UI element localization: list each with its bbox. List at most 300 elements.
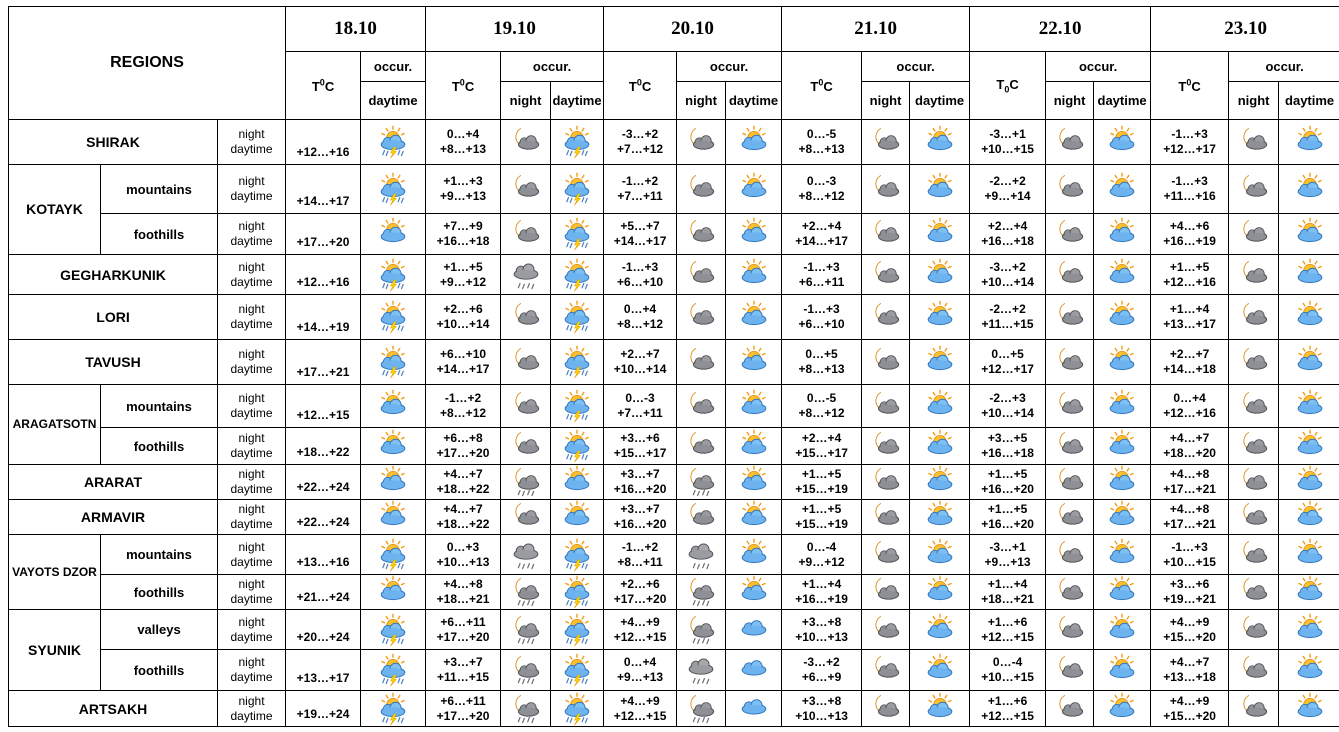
day-temperature: +14…+18 (1163, 362, 1216, 376)
temperature-cell (970, 610, 1046, 650)
weather-icon-cell (1279, 575, 1339, 610)
night-temperature: +6…+11 (440, 693, 486, 708)
sun-cloud-icon (923, 613, 957, 647)
temperature-cell (1151, 165, 1229, 214)
weather-icon-cell (501, 165, 551, 214)
temperature-cell (426, 500, 501, 535)
moon-cloud-icon (869, 172, 903, 206)
night-temperature: +7…+9 (443, 219, 483, 233)
sun-cloud-icon (923, 217, 957, 251)
weather-icon-cell (726, 465, 782, 500)
daytime-label: daytime (230, 482, 273, 496)
weather-icon-cell (1229, 385, 1279, 428)
weather-icon-cell (1229, 295, 1279, 340)
weather-icon-cell (677, 650, 726, 691)
weather-icon-cell (862, 165, 910, 214)
weather-icon-cell (726, 535, 782, 575)
moon-cloud-icon (1237, 172, 1271, 206)
day-temperature: +6…+10 (617, 274, 664, 289)
night-temperature: +4…+8 (443, 577, 483, 591)
daytime-label: daytime (230, 317, 273, 331)
temperature-cell (970, 575, 1046, 610)
temperature-cell (604, 650, 677, 691)
night-temperature: -1…+2 (621, 539, 659, 554)
sun-cloud-icon (1105, 300, 1139, 334)
moon-cloud-icon (869, 575, 903, 609)
day-temperature: +17…+20 (436, 629, 490, 644)
night-temperature: +1…+4 (801, 577, 842, 591)
weather-icon-cell (1094, 575, 1151, 610)
day-temperature: +8…+13 (798, 142, 845, 156)
moon-cloud-icon (869, 429, 903, 463)
day-temperature: +17…+20 (613, 592, 667, 606)
night-temperature: +4…+8 (1169, 467, 1210, 481)
region-name: ARAGATSOTN (9, 385, 101, 465)
table-row (9, 214, 1339, 255)
sun-cloud-icon (1293, 653, 1327, 687)
day-temperature: +8…+12 (617, 317, 664, 331)
weather-icon-cell (361, 340, 426, 385)
temperature-cell (604, 214, 677, 255)
temperature-cell (782, 385, 862, 428)
sun-cloud-icon (1293, 429, 1327, 463)
sun-thunder-rain-icon (376, 653, 410, 687)
sun-cloud-icon (923, 653, 957, 687)
daytime-header: daytime (910, 82, 970, 120)
weather-icon-cell (1229, 691, 1279, 727)
temperature-cell (1151, 535, 1229, 575)
moon-cloud-icon (1053, 429, 1087, 463)
night-label: night (238, 391, 265, 405)
sun-thunder-rain-icon (560, 217, 594, 251)
table-row (9, 500, 1339, 535)
sun-cloud-icon (1293, 692, 1327, 726)
temperature-cell (970, 385, 1046, 428)
night-temperature: +1…+4 (987, 577, 1028, 591)
table-row (9, 385, 1339, 428)
occur-header: occur. (1046, 52, 1151, 82)
weather-icon-cell (361, 385, 426, 428)
day-temperature: +8…+12 (798, 189, 845, 203)
temperature-cell (426, 465, 501, 500)
date-header: 22.10 (970, 7, 1151, 52)
weather-icon-cell (551, 340, 604, 385)
day-temperature: +18…+21 (436, 592, 490, 606)
temperature-cell (604, 428, 677, 465)
temperature-cell (1151, 428, 1229, 465)
day-temperature: +10…+15 (981, 142, 1034, 156)
weather-icon-cell (726, 340, 782, 385)
region-name: ARARAT (9, 465, 218, 500)
night-temperature: -3…+2 (803, 655, 840, 669)
moon-cloud-icon (684, 258, 718, 292)
weather-icon-cell (501, 691, 551, 727)
weather-icon-cell (1094, 691, 1151, 727)
sun-thunder-rain-icon (376, 692, 410, 726)
table-row (9, 691, 1339, 727)
night-temperature: 0…+4 (446, 127, 480, 141)
day-temperature: +18…+22 (436, 482, 490, 496)
temperature-cell: +17…+21 (286, 340, 361, 385)
weather-icon-cell (910, 295, 970, 340)
sun-cloud-icon (1105, 429, 1139, 463)
sun-cloud-icon (1105, 613, 1139, 647)
sun-thunder-rain-icon (560, 575, 594, 609)
moon-cloud-icon (1053, 258, 1087, 292)
temperature-cell (1151, 500, 1229, 535)
period-labels (218, 500, 286, 535)
night-label: night (238, 467, 265, 481)
daytime-label: daytime (230, 234, 273, 248)
sun-cloud-icon (737, 389, 771, 423)
sun-cloud-icon (1293, 389, 1327, 423)
day-temperature: +8…+13 (440, 142, 487, 156)
temperature-cell (782, 340, 862, 385)
day-temperature: +19…+21 (1163, 592, 1216, 606)
weather-icon-cell (726, 165, 782, 214)
weather-icon-cell (501, 385, 551, 428)
temperature-cell (782, 500, 862, 535)
temperature-cell: +22…+24 (286, 500, 361, 535)
temperature-cell (970, 120, 1046, 165)
sun-thunder-rain-icon (376, 613, 410, 647)
sun-cloud-icon (923, 538, 957, 572)
night-temperature: +2…+7 (1169, 347, 1210, 361)
moon-cloud-icon (869, 692, 903, 726)
sun-thunder-rain-icon (560, 692, 594, 726)
temperature-cell (604, 120, 677, 165)
moon-rain-icon (684, 465, 718, 499)
daytime-header: daytime (361, 82, 426, 120)
moon-cloud-icon (1053, 172, 1087, 206)
moon-cloud-icon (1053, 613, 1087, 647)
day-temperature: +12…+17 (1163, 142, 1216, 156)
day-temperature: +7…+12 (617, 142, 664, 156)
night-temperature: +4…+7 (1169, 655, 1210, 669)
weather-icon-cell (1279, 465, 1339, 500)
day-temperature: +14…+17 (795, 234, 848, 248)
weather-icon-cell (551, 575, 604, 610)
sun-cloud-icon (560, 500, 594, 534)
day-temperature: +13…+18 (1163, 670, 1216, 684)
weather-icon-cell (862, 650, 910, 691)
weather-icon-cell (361, 465, 426, 500)
day-temperature: +8…+12 (440, 406, 487, 420)
night-label: night (238, 577, 265, 591)
night-temperature: +3…+6 (1169, 577, 1210, 591)
sun-cloud-icon (1105, 258, 1139, 292)
cloud-icon (737, 692, 771, 726)
occur-header: occur. (1229, 52, 1339, 82)
moon-cloud-icon (1053, 345, 1087, 379)
period-labels (218, 428, 286, 465)
temperature-cell (426, 165, 501, 214)
table-row (9, 428, 1339, 465)
sun-cloud-icon (1105, 500, 1139, 534)
temperature-cell (970, 295, 1046, 340)
temperature-cell (604, 295, 677, 340)
date-header: 23.10 (1151, 7, 1339, 52)
moon-cloud-icon (1053, 217, 1087, 251)
weather-icon-cell (361, 295, 426, 340)
temperature-cell (426, 340, 501, 385)
day-temperature: +9…+12 (440, 274, 487, 289)
weather-icon-cell (1279, 120, 1339, 165)
weather-icon-cell (910, 214, 970, 255)
weather-icon-cell (1094, 465, 1151, 500)
day-temperature: +13…+17 (1163, 317, 1216, 331)
day-temperature: +12…+16 (1163, 406, 1216, 420)
night-temperature: -3…+1 (989, 127, 1026, 141)
night-temperature: -1…+3 (1171, 127, 1208, 141)
daytime-label: daytime (230, 274, 273, 289)
weather-icon-cell (862, 340, 910, 385)
sun-cloud-icon (376, 217, 410, 251)
weather-icon-cell (677, 214, 726, 255)
night-temperature: 0…+5 (805, 347, 838, 361)
weather-icon-cell (677, 120, 726, 165)
night-temperature: -3…+1 (989, 539, 1026, 554)
temperature-cell (970, 340, 1046, 385)
moon-cloud-icon (869, 389, 903, 423)
sun-thunder-rain-icon (376, 258, 410, 292)
weather-icon-cell (1279, 255, 1339, 295)
night-temperature: +3…+7 (443, 655, 483, 669)
day-temperature: +16…+19 (795, 592, 848, 606)
weather-icon-cell (910, 120, 970, 165)
weather-icon-cell (551, 691, 604, 727)
temperature-cell (426, 610, 501, 650)
day-temperature: +9…+13 (617, 670, 664, 684)
date-header: 20.10 (604, 7, 782, 52)
table-row (9, 535, 1339, 575)
weather-icon-cell (551, 255, 604, 295)
sun-cloud-icon (1293, 538, 1327, 572)
daytime-header: daytime (1094, 82, 1151, 120)
night-temperature: 0…-3 (806, 174, 837, 188)
sun-cloud-icon (923, 575, 957, 609)
day-temperature: +16…+18 (436, 234, 490, 248)
sun-cloud-icon (737, 538, 771, 572)
sun-cloud-icon (923, 300, 957, 334)
sun-cloud-icon (737, 575, 771, 609)
temperature-cell (1151, 120, 1229, 165)
weather-icon-cell (910, 428, 970, 465)
weather-icon-cell (501, 340, 551, 385)
temperature-cell (426, 650, 501, 691)
sun-cloud-icon (376, 465, 410, 499)
weather-icon-cell (501, 650, 551, 691)
temperature-cell (970, 691, 1046, 727)
weather-icon-cell (501, 465, 551, 500)
moon-cloud-icon (1237, 500, 1271, 534)
sun-thunder-rain-icon (560, 345, 594, 379)
night-label: night (238, 347, 265, 361)
subregion-name: valleys (101, 610, 218, 650)
sun-cloud-icon (737, 300, 771, 334)
night-temperature: +1…+5 (443, 259, 483, 274)
temperature-cell (1151, 214, 1229, 255)
moon-cloud-icon (684, 125, 718, 159)
night-temperature: +1…+5 (801, 502, 842, 516)
weather-icon-cell (1279, 385, 1339, 428)
sun-cloud-icon (923, 465, 957, 499)
day-temperature: +6…+10 (798, 317, 845, 331)
weather-icon-cell (361, 165, 426, 214)
daytime-label: daytime (230, 517, 273, 531)
temperature-cell (604, 255, 677, 295)
moon-cloud-icon (1237, 538, 1271, 572)
moon-cloud-icon (509, 217, 543, 251)
temperature-cell: +18…+22 (286, 428, 361, 465)
weather-icon-cell (1046, 120, 1094, 165)
table-row (9, 465, 1339, 500)
night-temperature: +3…+7 (620, 502, 660, 516)
weather-icon-cell (726, 500, 782, 535)
weather-icon-cell (677, 535, 726, 575)
temperature-cell (782, 465, 862, 500)
temperature-cell (604, 340, 677, 385)
weather-icon-cell (862, 120, 910, 165)
weather-icon-cell (361, 691, 426, 727)
night-temperature: -1…+3 (803, 259, 840, 274)
night-label: night (238, 655, 265, 669)
sun-cloud-icon (1105, 575, 1139, 609)
night-temperature: -1…+3 (803, 302, 840, 316)
weather-icon-cell (1094, 214, 1151, 255)
night-temperature: +2…+4 (987, 219, 1028, 233)
night-temperature: +1…+5 (987, 467, 1028, 481)
moon-cloud-icon (509, 389, 543, 423)
night-temperature: +2…+6 (620, 577, 660, 591)
weather-icon-cell (726, 295, 782, 340)
weather-icon-cell (910, 465, 970, 500)
day-temperature: +11…+15 (981, 317, 1034, 331)
sun-cloud-icon (737, 125, 771, 159)
night-temperature: -2…+2 (989, 302, 1026, 316)
night-temperature: -2…+2 (989, 174, 1026, 188)
day-temperature: +18…+22 (436, 517, 490, 531)
temperature-cell (1151, 385, 1229, 428)
sun-cloud-icon (1293, 500, 1327, 534)
night-temperature: +4…+7 (1169, 431, 1210, 445)
weather-icon-cell (677, 385, 726, 428)
moon-cloud-icon (1053, 692, 1087, 726)
night-temperature: +3…+7 (620, 467, 660, 481)
temperature-cell (426, 214, 501, 255)
moon-rain-icon (684, 575, 718, 609)
weather-icon-cell (551, 165, 604, 214)
sun-cloud-icon (1293, 613, 1327, 647)
weather-icon-cell (726, 428, 782, 465)
sun-cloud-icon (737, 500, 771, 534)
night-temperature: +2…+4 (801, 219, 842, 233)
weather-icon-cell (361, 500, 426, 535)
moon-cloud-icon (1237, 613, 1271, 647)
night-temperature: +5…+7 (620, 219, 660, 233)
weather-icon-cell (361, 610, 426, 650)
sun-thunder-rain-icon (560, 172, 594, 206)
weather-icon-cell (1279, 691, 1339, 727)
temp-header: $T^0C$ (782, 52, 862, 120)
occur-header: occur. (677, 52, 782, 82)
period-labels (218, 120, 286, 165)
night-temperature: 0…-4 (806, 539, 837, 554)
region-name: KOTAYK (9, 165, 101, 255)
moon-cloud-icon (1237, 429, 1271, 463)
weather-icon-cell (1279, 650, 1339, 691)
day-temperature: +12…+17 (981, 362, 1034, 376)
temperature-cell (426, 295, 501, 340)
sun-cloud-icon (1293, 345, 1327, 379)
weather-icon-cell (361, 120, 426, 165)
temperature-cell (782, 650, 862, 691)
temperature-cell (782, 575, 862, 610)
sun-cloud-icon (1293, 172, 1327, 206)
night-temperature: +1…+6 (987, 614, 1028, 629)
night-temperature: +4…+7 (443, 467, 483, 481)
day-temperature: +15…+17 (795, 446, 848, 460)
moon-rain-icon (509, 575, 543, 609)
night-temperature: 0…-5 (806, 391, 837, 405)
temperature-cell (426, 691, 501, 727)
weather-icon-cell (862, 500, 910, 535)
weather-icon-cell (1229, 340, 1279, 385)
weather-icon-cell (910, 610, 970, 650)
weather-icon-cell (551, 500, 604, 535)
moon-cloud-icon (509, 300, 543, 334)
weather-icon-cell (910, 385, 970, 428)
night-label: night (238, 693, 265, 708)
sun-cloud-icon (1293, 258, 1327, 292)
temperature-cell: +19…+24 (286, 691, 361, 727)
moon-cloud-icon (869, 613, 903, 647)
region-name: ARMAVIR (9, 500, 218, 535)
daytime-label: daytime (230, 670, 273, 684)
daytime-label: daytime (230, 406, 273, 420)
weather-icon-cell (862, 535, 910, 575)
period-labels (218, 691, 286, 727)
weather-icon-cell (551, 295, 604, 340)
moon-cloud-icon (1053, 500, 1087, 534)
table-row (9, 575, 1339, 610)
weather-icon-cell (1229, 500, 1279, 535)
temperature-cell: +14…+17 (286, 165, 361, 214)
temperature-cell (1151, 295, 1229, 340)
temperature-cell (426, 428, 501, 465)
temp-header: $T^0C$ (1151, 52, 1229, 120)
moon-rain-icon (509, 613, 543, 647)
night-label: night (238, 614, 265, 629)
night-temperature: +3…+8 (801, 614, 842, 629)
weather-icon-cell (1046, 428, 1094, 465)
weather-icon-cell (361, 535, 426, 575)
moon-cloud-icon (1053, 389, 1087, 423)
temperature-cell (1151, 691, 1229, 727)
sun-cloud-icon (376, 429, 410, 463)
night-label: night (238, 219, 265, 233)
night-header: night (677, 82, 726, 120)
moon-cloud-icon (869, 653, 903, 687)
night-temperature: +3…+6 (620, 431, 660, 445)
sun-thunder-rain-icon (560, 613, 594, 647)
weather-icon-cell (910, 165, 970, 214)
day-temperature: +10…+13 (795, 708, 848, 723)
subregion-name: foothills (101, 650, 218, 691)
sun-cloud-icon (737, 345, 771, 379)
sun-thunder-rain-icon (376, 345, 410, 379)
temperature-cell (782, 535, 862, 575)
